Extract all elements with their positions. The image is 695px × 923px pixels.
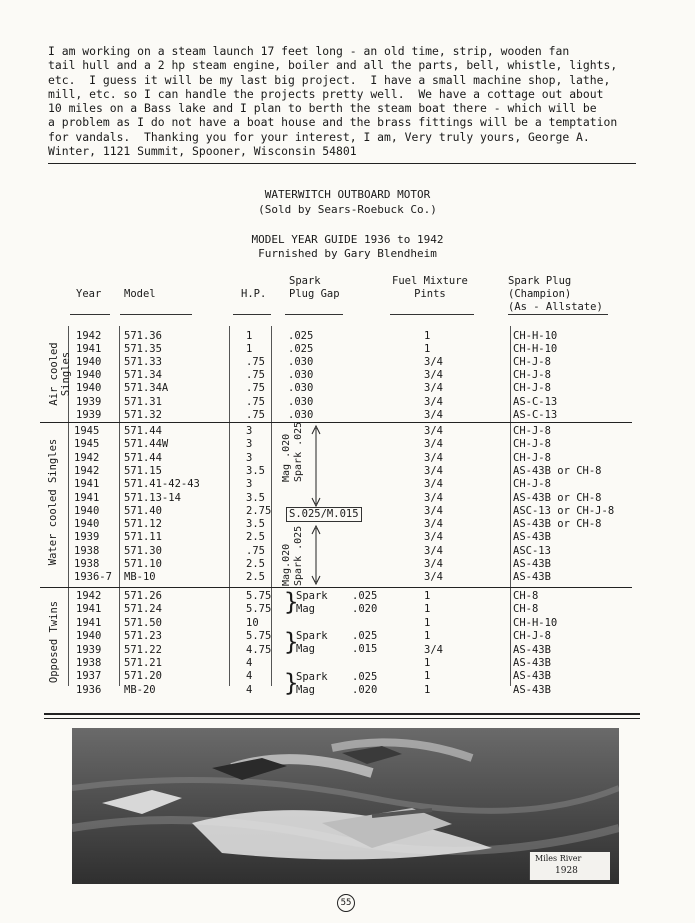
- cell-hp: .75: [246, 369, 265, 382]
- cell-spark-gap: .030: [288, 369, 314, 382]
- cell-year: 1942: [76, 330, 102, 342]
- cell-hp: 4: [246, 683, 253, 696]
- cell-hp: 4.75: [246, 643, 272, 656]
- cell-fuel: 1: [424, 343, 431, 356]
- top-divider: [48, 163, 636, 164]
- gap-spark-label: Spark: [296, 590, 328, 602]
- cell-model: 571.30: [124, 544, 162, 557]
- cell-year: 1941: [76, 343, 102, 356]
- header-underline: [508, 314, 608, 315]
- cell-year: 1941: [76, 616, 102, 629]
- cell-fuel: 3/4: [424, 369, 443, 382]
- cell-spark-plug: AS-43B: [513, 531, 551, 544]
- gap-note-mag: Mag .020: [281, 433, 292, 482]
- cell-fuel: 3/4: [424, 531, 443, 544]
- cell-model: 571.44: [124, 451, 162, 464]
- cell-spark-plug: AS-43B: [513, 558, 551, 570]
- photo-year: 1928: [555, 866, 578, 876]
- cell-spark-gap: .030: [288, 408, 314, 421]
- cell-year: 1937: [76, 670, 102, 683]
- cell-year: 1945: [74, 438, 100, 451]
- gap-mag-label: Mag: [296, 643, 315, 655]
- gap-spark-value: .025: [352, 671, 378, 683]
- brace-icon: }: [284, 628, 299, 656]
- col-gap-header: Spark Plug Gap: [289, 275, 340, 300]
- cell-fuel: 3/4: [424, 504, 443, 517]
- cell-fuel: 1: [424, 603, 431, 616]
- cell-fuel: 3/4: [424, 643, 443, 656]
- cell-model: 571.23: [124, 630, 162, 643]
- cell-fuel: 1: [424, 330, 431, 342]
- cell-hp: 3: [246, 451, 253, 464]
- col-model-header: Model: [124, 288, 156, 300]
- cell-fuel: 1: [424, 670, 431, 683]
- photo-divider: [44, 713, 640, 715]
- cell-model: 571.22: [124, 643, 162, 656]
- page-number: 55: [337, 894, 355, 912]
- arrow-up-down-icon: [310, 524, 322, 586]
- cell-hp: 5.75: [246, 603, 272, 616]
- col-fuel-header: Fuel Mixture Pints: [392, 275, 468, 300]
- cell-spark-plug: AS-43B: [513, 571, 551, 584]
- gap-spark-label: Spark: [296, 671, 328, 683]
- cell-model: 571.26: [124, 590, 162, 602]
- cell-fuel: 3/4: [424, 558, 443, 570]
- table-vertical-line: [229, 326, 230, 686]
- cell-model: 571.44: [124, 425, 162, 437]
- cell-hp: 3.5: [246, 518, 265, 531]
- cell-year: 1938: [74, 544, 100, 557]
- cell-spark-plug: AS-43B or CH-8: [513, 491, 602, 504]
- arrow-up-down-icon: [310, 424, 322, 508]
- cell-year: 1940: [76, 382, 102, 395]
- cell-fuel: 3/4: [424, 464, 443, 477]
- cell-year: 1945: [74, 425, 100, 437]
- cell-model: 571.44W: [124, 438, 169, 451]
- header-underline: [70, 314, 110, 315]
- cell-hp: 2.5: [246, 558, 265, 570]
- cell-spark-plug: AS-43B: [513, 657, 551, 669]
- header-underline: [285, 314, 343, 315]
- group-label-air-cooled: Air cooled Singles: [48, 342, 72, 406]
- cell-model: 571.31: [124, 395, 162, 408]
- cell-model: 571.50: [124, 616, 162, 629]
- cell-hp: 3.5: [246, 464, 265, 477]
- cell-year: 1941: [76, 603, 102, 616]
- cell-hp: 1: [246, 343, 253, 356]
- cell-spark-plug: AS-43B or CH-8: [513, 464, 602, 477]
- cell-model: 571.24: [124, 603, 162, 616]
- cell-model: 571.34A: [124, 382, 169, 395]
- cell-year: 1940: [74, 504, 100, 517]
- gap-note-spark: Spark .025: [293, 421, 304, 482]
- cell-spark-plug: CH-J-8: [513, 438, 551, 451]
- cell-hp: 3: [246, 478, 253, 491]
- cell-spark-plug: CH-H-10: [513, 616, 558, 629]
- cell-hp: 5.75: [246, 590, 272, 602]
- cell-spark-plug: AS-43B: [513, 643, 551, 656]
- cell-fuel: 1: [424, 683, 431, 696]
- cell-spark-plug: CH-J-8: [513, 425, 551, 437]
- cell-model: 571.15: [124, 464, 162, 477]
- cell-fuel: 3/4: [424, 425, 443, 437]
- cell-hp: 4: [246, 670, 253, 683]
- cell-hp: 5.75: [246, 630, 272, 643]
- cell-model: 571.40: [124, 504, 162, 517]
- cell-year: 1939: [76, 395, 102, 408]
- cell-hp: 10: [246, 616, 259, 629]
- gap-mag-label: Mag: [296, 684, 315, 696]
- cell-spark-plug: ASC-13 or CH-J-8: [513, 504, 615, 517]
- cell-fuel: 3/4: [424, 438, 443, 451]
- group-label-opposed-twins: Opposed Twins: [48, 600, 60, 684]
- cell-model: 571.35: [124, 343, 162, 356]
- cell-spark-plug: ASC-13: [513, 544, 551, 557]
- cell-year: 1936: [76, 683, 102, 696]
- guide-title-2: MODEL YEAR GUIDE 1936 to 1942: [251, 233, 444, 246]
- guide-subtitle: (Sold by Sears-Roebuck Co.): [258, 203, 437, 216]
- cell-hp: 3: [246, 438, 253, 451]
- col-plug-header: Spark Plug (Champion) (As - Allstate): [508, 275, 603, 313]
- cell-fuel: 3/4: [424, 544, 443, 557]
- cell-hp: .75: [246, 408, 265, 421]
- cell-spark-plug: AS-43B or CH-8: [513, 518, 602, 531]
- cell-model: 571.13-14: [124, 491, 181, 504]
- gap-spark-label: Spark: [296, 630, 328, 642]
- cell-spark-plug: AS-43B: [513, 683, 551, 696]
- cell-hp: 2.75: [246, 504, 272, 517]
- cell-fuel: 3/4: [424, 451, 443, 464]
- cell-model: 571.33: [124, 356, 162, 369]
- header-underline: [390, 314, 474, 315]
- cell-hp: 2.5: [246, 571, 265, 584]
- group-divider: [40, 587, 632, 588]
- cell-spark-plug: AS-C-13: [513, 408, 558, 421]
- cell-spark-plug: CH-H-10: [513, 330, 558, 342]
- photo-divider: [44, 718, 640, 719]
- cell-hp: 3: [246, 425, 253, 437]
- col-hp-header: H.P.: [241, 288, 267, 300]
- cell-model: 571.12: [124, 518, 162, 531]
- cell-spark-plug: CH-8: [513, 603, 539, 616]
- guide-credit: Furnished by Gary Blendheim: [258, 247, 437, 260]
- cell-hp: 3.5: [246, 491, 265, 504]
- gap-spark-value: .025: [352, 590, 378, 602]
- cell-model: 571.11: [124, 531, 162, 544]
- cell-year: 1938: [74, 558, 100, 570]
- cell-hp: 4: [246, 657, 253, 669]
- table-vertical-line: [119, 326, 120, 686]
- cell-hp: .75: [246, 356, 265, 369]
- letter-text: I am working on a steam launch 17 feet long - an old time, strip, wooden fan tail hull and a 2 hp steam engine, boiler and all the parts, bell, whistle, lights, etc. I guess it will be my last big project. I have a small machine shop, lathe, mill, etc. so I can handle the projects pretty well. We have a cottage out about 10 miles on a Bass lake and I plan to berth the steam boat there - which will be a problem as I do not have a boat house and the brass fittings will be a temptation for vandals. Thanking you for your interest, I am, Very truly yours, George A. Winter, 1121 Summit, Spooner, Wisconsin 54801: [48, 44, 618, 159]
- cell-spark-plug: CH-H-10: [513, 343, 558, 356]
- cell-hp: 1: [246, 330, 253, 342]
- cell-model: 571.10: [124, 558, 162, 570]
- gap-spark-value: .025: [352, 630, 378, 642]
- cell-fuel: 1: [424, 590, 431, 602]
- cell-model: 571.34: [124, 369, 162, 382]
- cell-year: 1941: [74, 478, 100, 491]
- cell-fuel: 3/4: [424, 571, 443, 584]
- cell-model: 571.32: [124, 408, 162, 421]
- cell-spark-gap: .025: [288, 330, 314, 342]
- cell-year: 1940: [76, 630, 102, 643]
- cell-spark-plug: CH-J-8: [513, 369, 551, 382]
- cell-year: 1940: [76, 369, 102, 382]
- cell-year: 1939: [76, 408, 102, 421]
- cell-model: 571.36: [124, 330, 162, 342]
- cell-fuel: 1: [424, 630, 431, 643]
- cell-fuel: 1: [424, 657, 431, 669]
- cell-spark-plug: CH-J-8: [513, 630, 551, 643]
- cell-fuel: 3/4: [424, 395, 443, 408]
- cell-fuel: 3/4: [424, 478, 443, 491]
- gap-mag-value: .020: [352, 603, 378, 615]
- cell-year: 1940: [74, 518, 100, 531]
- cell-model: 571.20: [124, 670, 162, 683]
- group-divider: [40, 422, 632, 423]
- group-label-water-cooled: Water cooled Singles: [47, 438, 59, 566]
- cell-year: 1939: [76, 643, 102, 656]
- cell-spark-gap: .030: [288, 356, 314, 369]
- gap-mag-value: .020: [352, 684, 378, 696]
- cell-fuel: 3/4: [424, 491, 443, 504]
- cell-spark-plug: CH-J-8: [513, 382, 551, 395]
- cell-spark-plug: AS-43B: [513, 670, 551, 683]
- cell-model: 571.21: [124, 657, 162, 669]
- cell-model: MB-20: [124, 683, 156, 696]
- cell-model: 571.41-42-43: [124, 478, 200, 491]
- cell-hp: 2.5: [246, 531, 265, 544]
- cell-spark-plug: AS-C-13: [513, 395, 558, 408]
- gap-note-mag: Mag.020: [281, 543, 292, 586]
- cell-spark-plug: CH-J-8: [513, 356, 551, 369]
- cell-spark-plug: CH-8: [513, 590, 539, 602]
- cell-year: 1939: [74, 531, 100, 544]
- cell-fuel: 3/4: [424, 356, 443, 369]
- col-year-header: Year: [76, 288, 102, 300]
- table-vertical-line: [510, 326, 511, 686]
- cell-year: 1942: [74, 464, 100, 477]
- cell-year: 1941: [74, 491, 100, 504]
- cell-year: 1942: [74, 451, 100, 464]
- header-underline: [233, 314, 271, 315]
- cell-hp: .75: [246, 544, 265, 557]
- gap-mag-label: Mag: [296, 603, 315, 615]
- cell-hp: .75: [246, 395, 265, 408]
- cell-fuel: 3/4: [424, 518, 443, 531]
- cell-spark-gap: .030: [288, 395, 314, 408]
- cell-fuel: 1: [424, 616, 431, 629]
- brace-icon: }: [284, 588, 299, 616]
- cell-spark-gap: .025: [288, 343, 314, 356]
- gap-mag-value: .015: [352, 643, 378, 655]
- cell-spark-gap: .030: [288, 382, 314, 395]
- cell-model: MB-10: [124, 571, 156, 584]
- cell-spark-plug: CH-J-8: [513, 451, 551, 464]
- header-underline: [120, 314, 192, 315]
- cell-year: 1938: [76, 657, 102, 669]
- cell-year: 1936-7: [74, 571, 112, 584]
- brace-icon: }: [284, 669, 299, 697]
- guide-title: WATERWITCH OUTBOARD MOTOR: [264, 188, 431, 201]
- cell-year: 1940: [76, 356, 102, 369]
- photo-caption: Miles River: [535, 854, 582, 863]
- cell-year: 1942: [76, 590, 102, 602]
- cell-hp: .75: [246, 382, 265, 395]
- cell-spark-plug: CH-J-8: [513, 478, 551, 491]
- cell-fuel: 3/4: [424, 408, 443, 421]
- cell-fuel: 3/4: [424, 382, 443, 395]
- gap-note-spark: Spark .025: [293, 525, 304, 586]
- gap-note-middle: S.025/M.015: [286, 507, 362, 522]
